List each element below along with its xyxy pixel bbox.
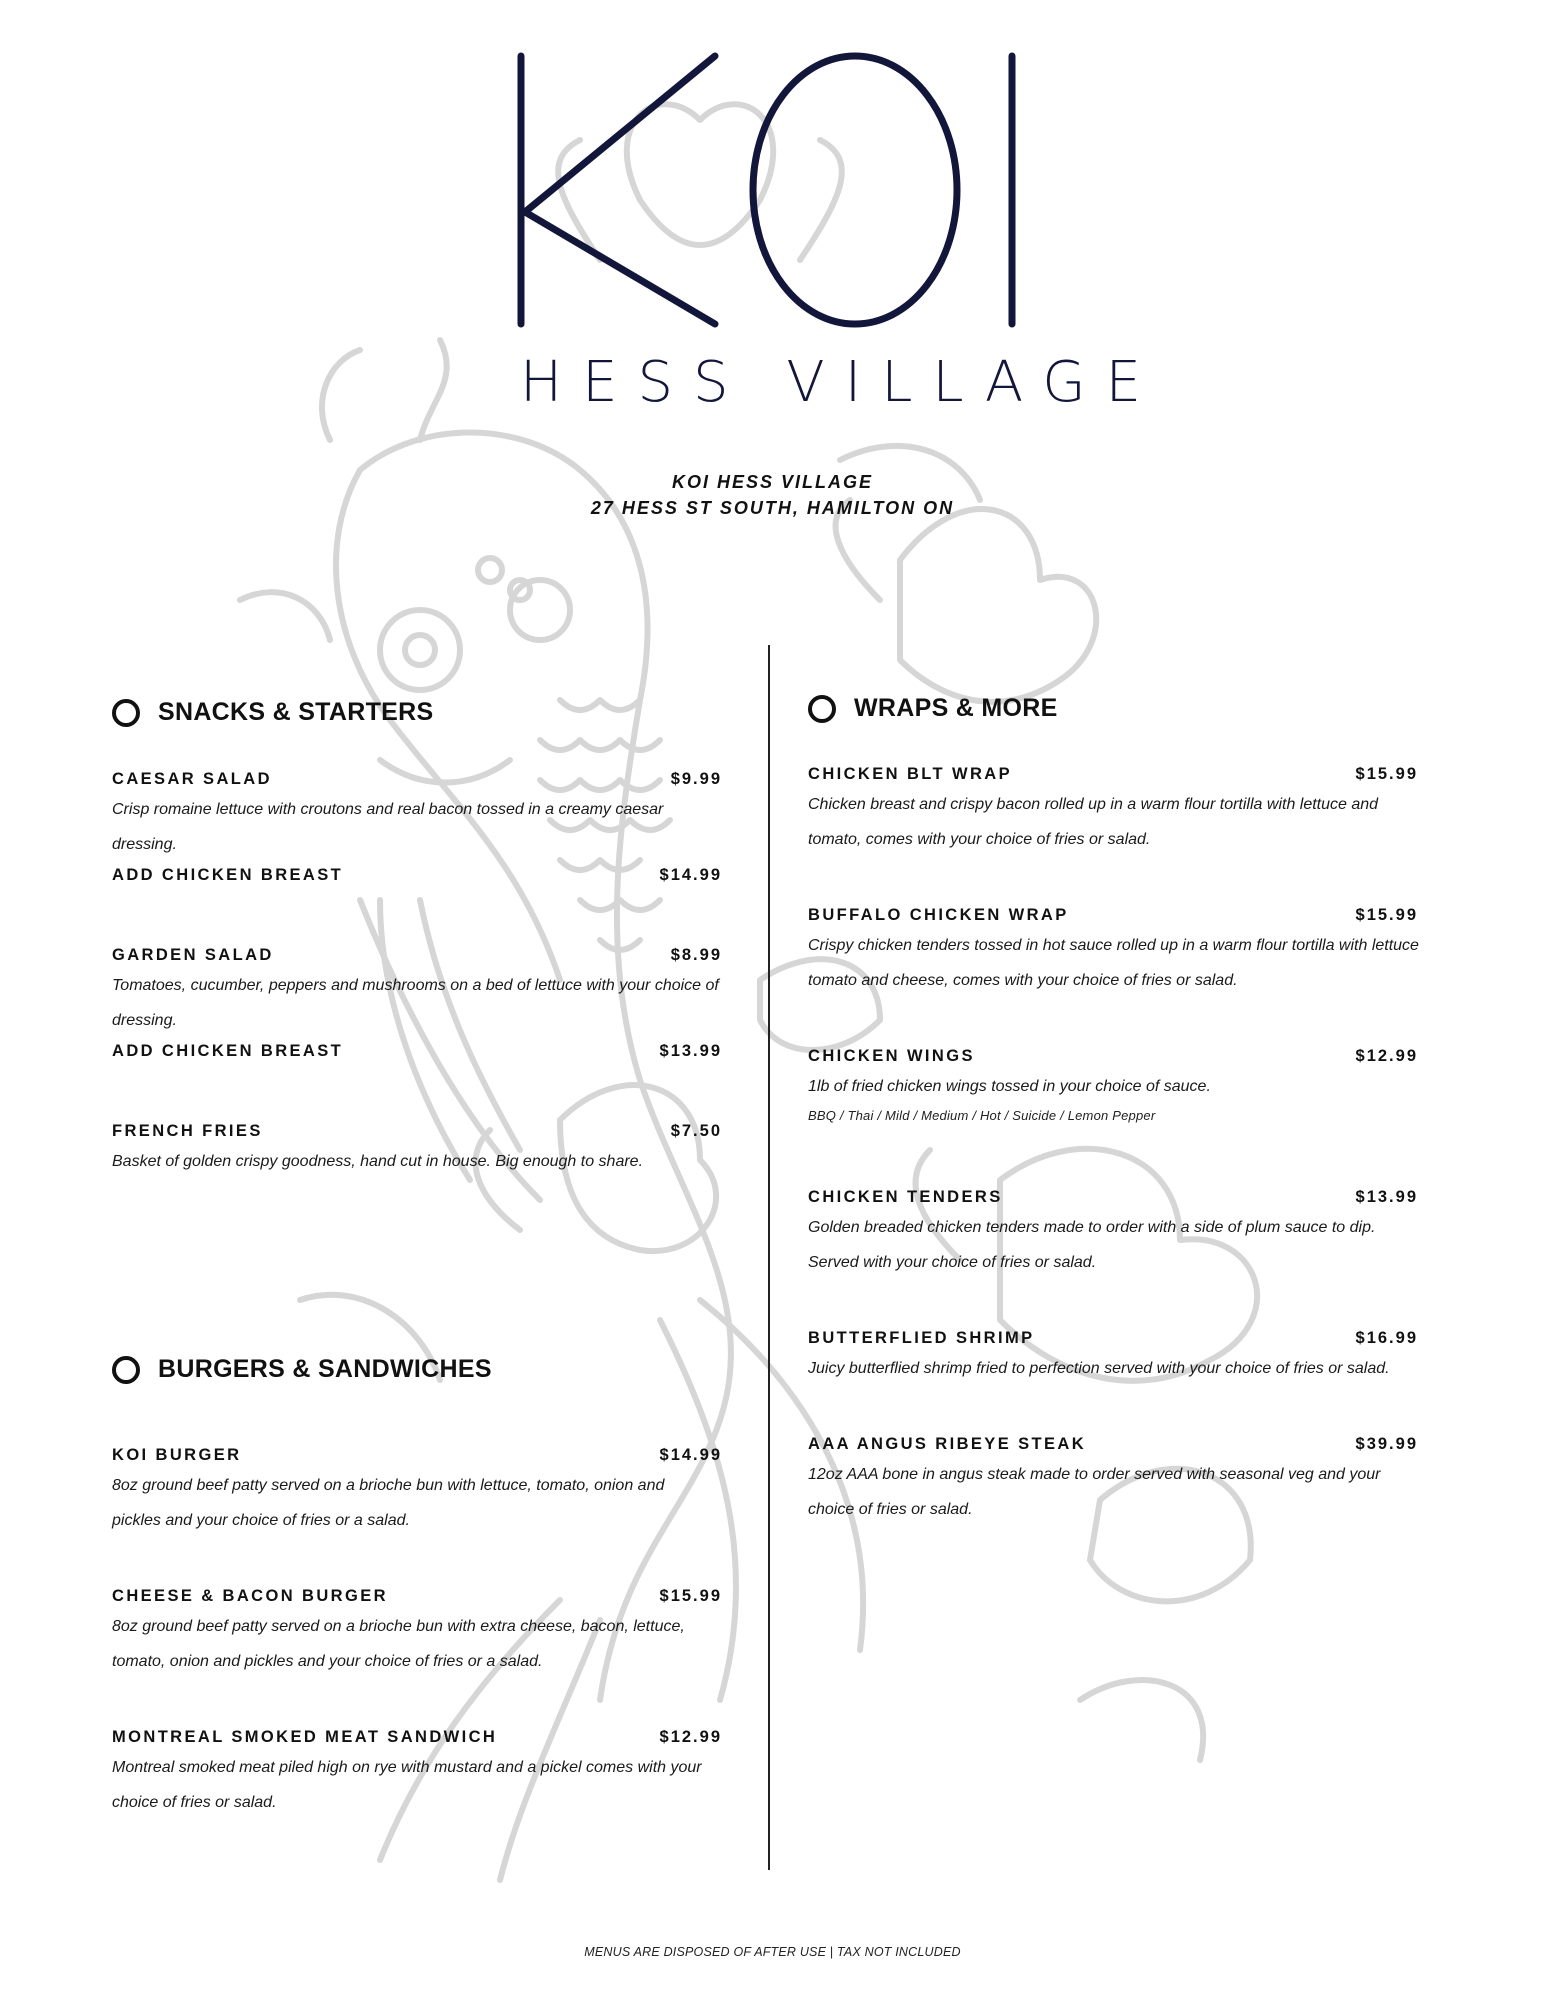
item-description: Golden breaded chicken tenders made to order with a side of plum sauce to dip. Served with your choice of fries or salad.: [808, 1219, 1376, 1271]
item-name: CHEESE & BACON BURGER: [112, 1587, 388, 1605]
item-price: $8.99: [670, 946, 722, 964]
menu-item-chicken-tenders: [808, 1188, 1418, 1280]
section-wraps-more: [808, 694, 1058, 723]
item-name: MONTREAL SMOKED MEAT SANDWICH: [112, 1728, 498, 1746]
menu-item-garden-salad: [112, 946, 722, 1061]
item-price: $12.99: [659, 1728, 722, 1746]
item-name: BUTTERFLIED SHRIMP: [808, 1329, 1035, 1347]
circle-bullet-icon: [112, 699, 140, 727]
item-description: Crisp romaine lettuce with croutons and real bacon tossed in a creamy caesar dressing.: [112, 801, 664, 853]
section-burgers-sandwiches: [112, 1355, 492, 1384]
sauce-options: BBQ / Thai / Mild / Medium / Hot / Suicide / Lemon Pepper: [808, 1108, 1156, 1123]
item-description: Tomatoes, cucumber, peppers and mushrooms on a bed of lettuce with your choice of dressing.: [112, 977, 719, 1029]
item-description: Basket of golden crispy goodness, hand cut in house. Big enough to share.: [112, 1153, 644, 1170]
item-name: CHICKEN BLT WRAP: [808, 765, 1012, 783]
menu-item-caesar-salad: [112, 770, 722, 885]
address-street: 27 HESS ST SOUTH, HAMILTON ON: [590, 498, 955, 518]
item-price: $39.99: [1355, 1435, 1418, 1453]
menu-item-buffalo-chicken-wrap: [808, 906, 1418, 998]
item-name: KOI BURGER: [112, 1446, 242, 1464]
item-price: $16.99: [1355, 1329, 1418, 1347]
item-price: $15.99: [1355, 765, 1418, 783]
item-price: $15.99: [1355, 906, 1418, 924]
column-divider: [768, 645, 770, 1870]
addon-name: ADD CHICKEN BREAST: [112, 1042, 344, 1060]
item-name: AAA ANGUS RIBEYE STEAK: [808, 1435, 1087, 1453]
item-price: $7.50: [670, 1122, 722, 1140]
addon-name: ADD CHICKEN BREAST: [112, 866, 344, 884]
section-title: BURGERS & SANDWICHES: [158, 1355, 492, 1383]
item-description: Crispy chicken tenders tossed in hot sauce rolled up in a warm flour tortilla with lettuce tomato and cheese, comes with your choice of fries or salad.: [808, 937, 1419, 989]
item-price: $14.99: [659, 1446, 722, 1464]
section-title: WRAPS & MORE: [854, 694, 1058, 722]
item-description: Chicken breast and crispy bacon rolled up in a warm flour tortilla with lettuce and tomato, comes with your choice of fries or salad.: [808, 796, 1379, 848]
item-name: CAESAR SALAD: [112, 770, 272, 788]
item-price: $9.99: [670, 770, 722, 788]
menu-item-koi-burger: [112, 1446, 722, 1538]
footer-note: MENUS ARE DISPOSED OF AFTER USE | TAX NOT INCLUDED: [584, 1945, 961, 1959]
menu-item-montreal-smoked-meat: [112, 1728, 722, 1820]
circle-bullet-icon: [808, 695, 836, 723]
item-description: 8oz ground beef patty served on a brioche bun with extra cheese, bacon, lettuce, tomato, onion and pickles and your choice of fries or a salad.: [112, 1618, 685, 1670]
logo-subtitle: HESS VILLAGE: [520, 350, 1161, 415]
item-price: $15.99: [659, 1587, 722, 1605]
item-name: GARDEN SALAD: [112, 946, 274, 964]
addon-price: $13.99: [659, 1042, 722, 1060]
addon-price: $14.99: [659, 866, 722, 884]
item-name: CHICKEN TENDERS: [808, 1188, 1003, 1206]
section-title: SNACKS & STARTERS: [158, 698, 434, 726]
restaurant-address: [0, 469, 1545, 521]
koi-logo-icon: [515, 52, 1025, 332]
item-price: $13.99: [1355, 1188, 1418, 1206]
menu-item-butterflied-shrimp: [808, 1329, 1418, 1386]
item-description: 12oz AAA bone in angus steak made to order served with seasonal veg and your choice of fries or salad.: [808, 1466, 1381, 1518]
item-description: Juicy butterflied shrimp fried to perfection served with your choice of fries or salad.: [808, 1360, 1390, 1377]
item-name: BUFFALO CHICKEN WRAP: [808, 906, 1069, 924]
item-price: $12.99: [1355, 1047, 1418, 1065]
address-name: KOI HESS VILLAGE: [671, 472, 874, 492]
item-name: CHICKEN WINGS: [808, 1047, 975, 1065]
menu-item-cheese-bacon-burger: [112, 1587, 722, 1679]
item-name: FRENCH FRIES: [112, 1122, 263, 1140]
circle-bullet-icon: [112, 1356, 140, 1384]
item-description: Montreal smoked meat piled high on rye with mustard and a pickel comes with your choice of fries or salad.: [112, 1759, 702, 1811]
menu-item-french-fries: [112, 1122, 722, 1179]
section-snacks-starters: [112, 698, 434, 727]
menu-item-chicken-wings: [808, 1047, 1418, 1123]
item-description: 8oz ground beef patty served on a brioche bun with lettuce, tomato, onion and pickles and your choice of fries or a salad.: [112, 1477, 665, 1529]
menu-item-chicken-blt-wrap: [808, 765, 1418, 857]
menu-item-angus-ribeye-steak: [808, 1435, 1418, 1527]
item-description: 1lb of fried chicken wings tossed in your choice of sauce.: [808, 1078, 1211, 1095]
